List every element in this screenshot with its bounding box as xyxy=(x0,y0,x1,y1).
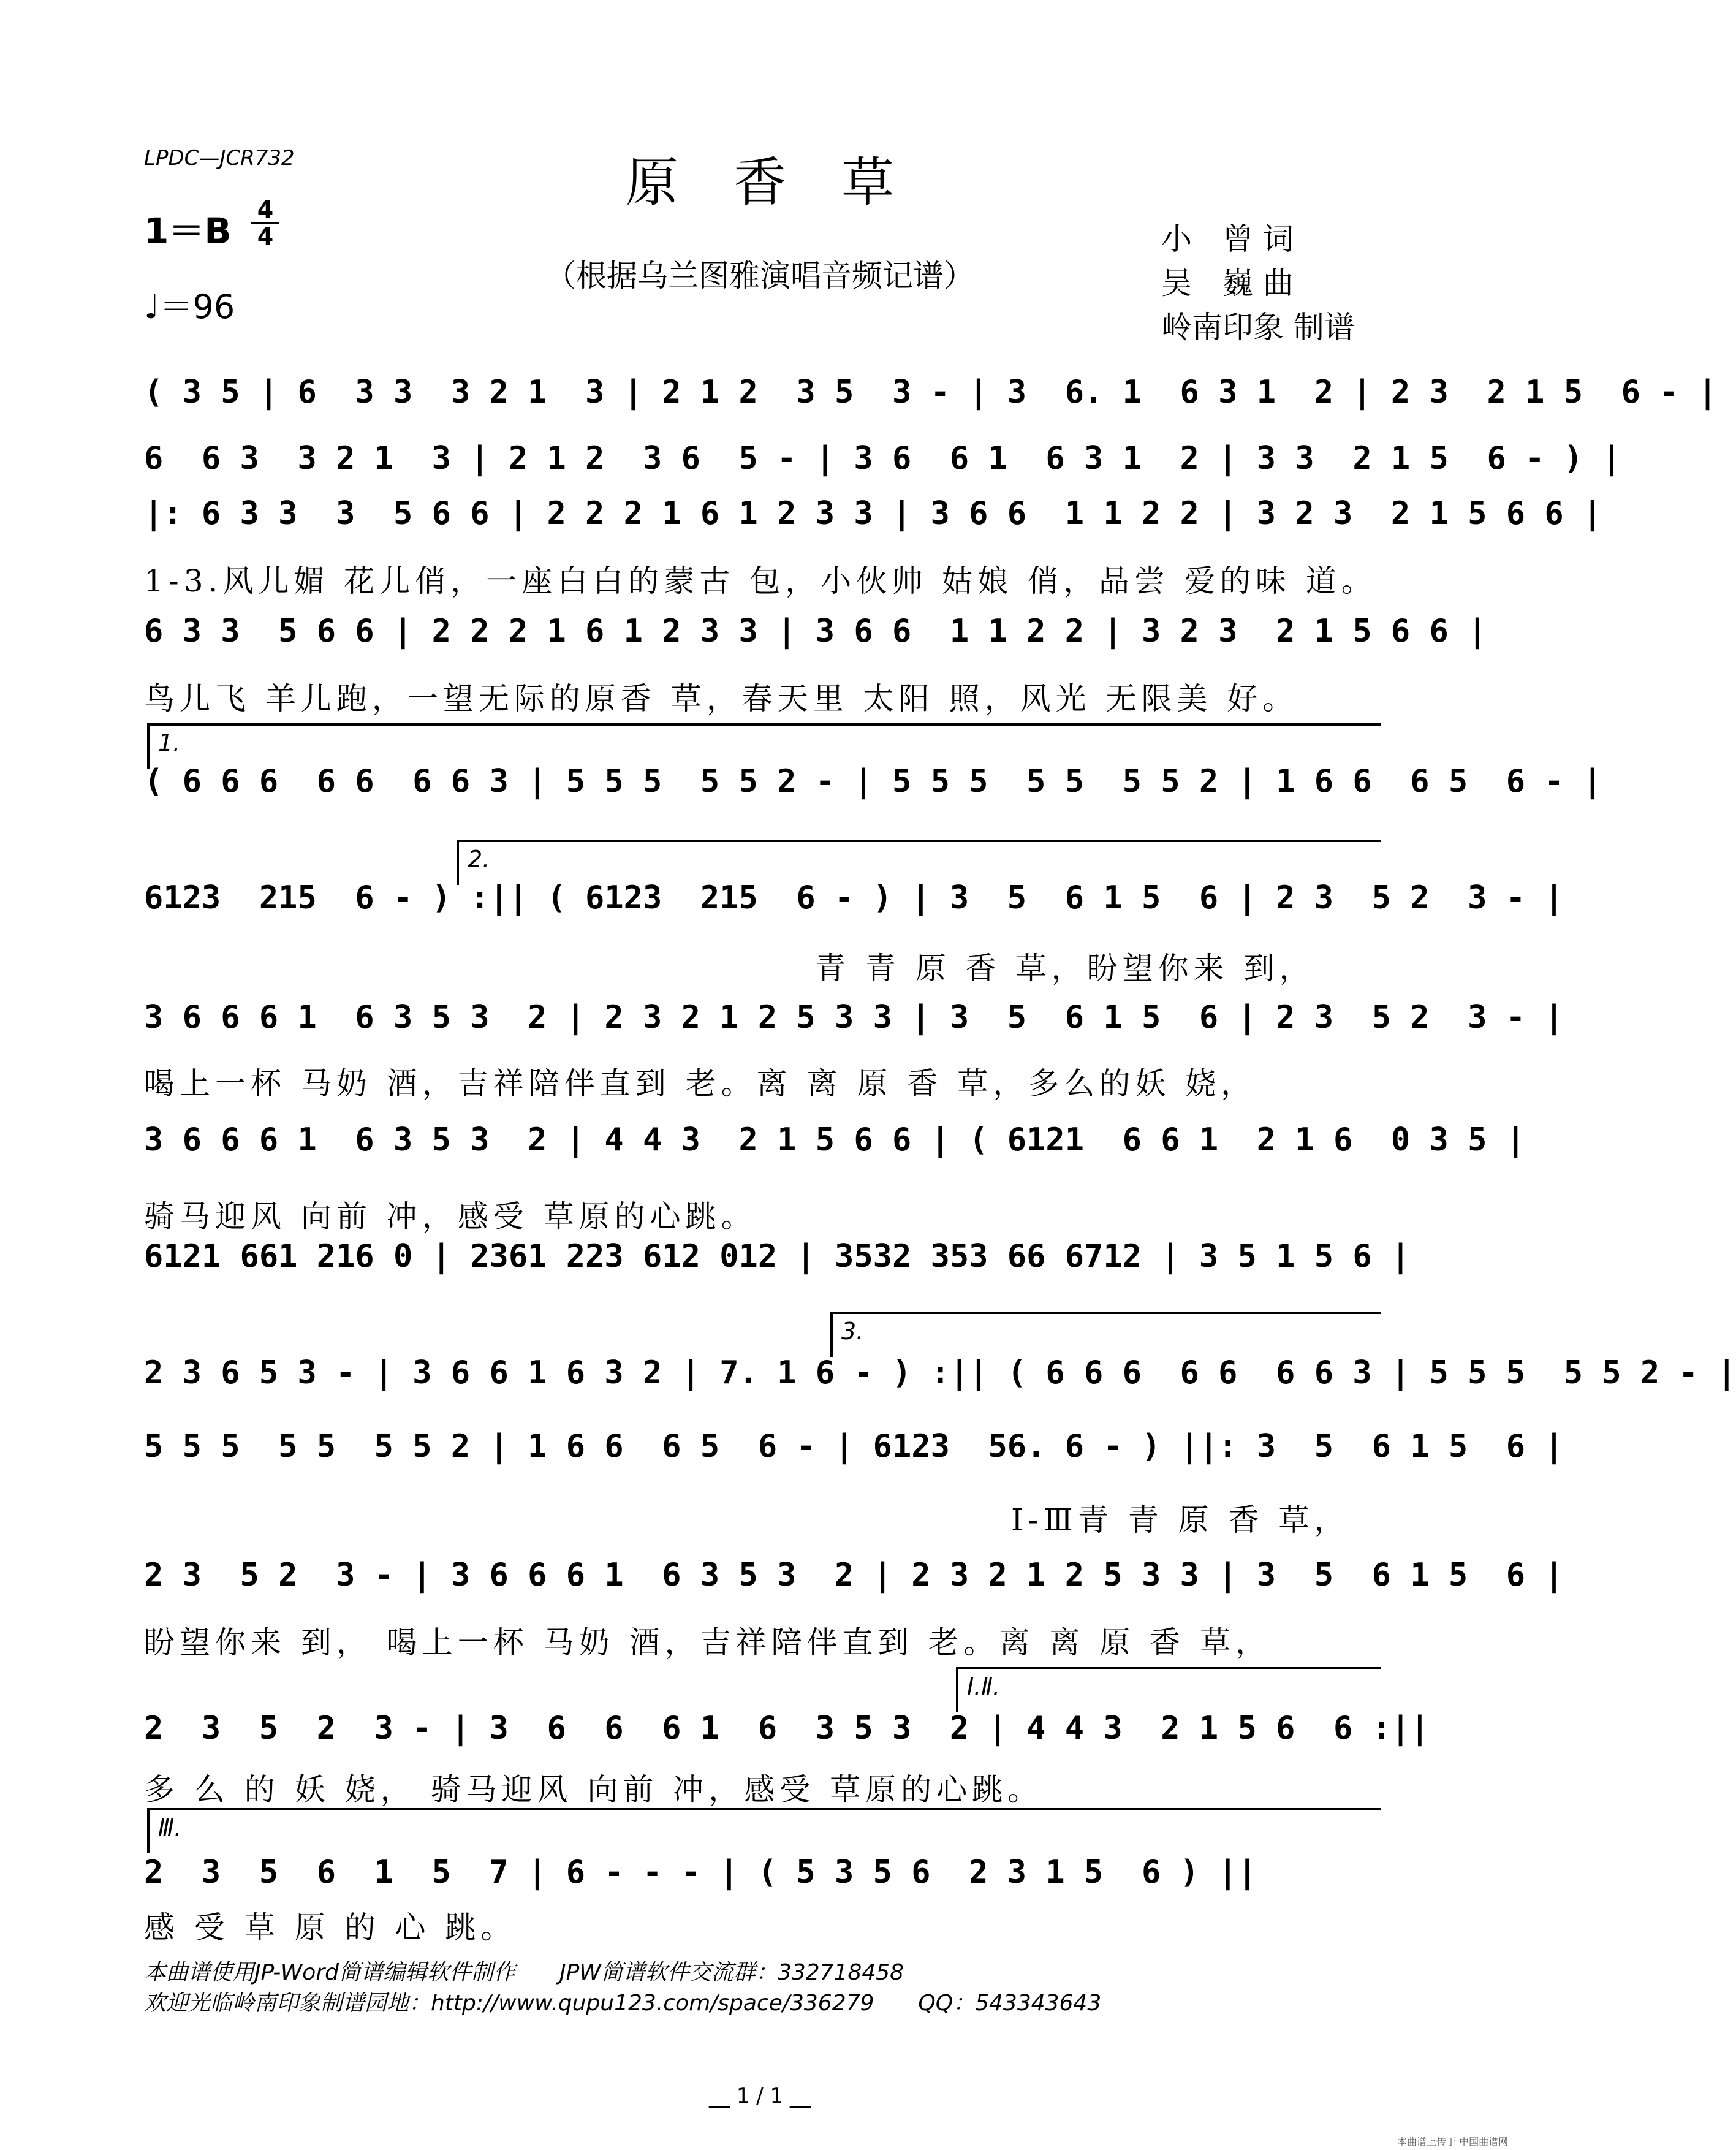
score-line: 2 3 5 2 3 - | 3 6 6 6 1 6 3 5 3 2 | 2 3 2 1 2 5 3 3 | 3 5 6 1 5 6 | xyxy=(144,1557,1564,1594)
time-signature-bottom: 4 xyxy=(251,222,279,249)
score-line: ( 3 5 | 6 3 3 3 2 1 3 | 2 1 2 3 5 3 - | 3 6. 1 6 3 1 2 | 2 3 2 1 5 6 - | xyxy=(144,374,1718,411)
lyricist-credit: 小 曾 词 xyxy=(1161,221,1294,257)
page-number: __ 1 / 1 __ xyxy=(709,2084,811,2108)
lyric-line: 鸟儿飞 羊儿跑，一望无际的原香 草，春天里 太阳 照，风光 无限美 好。 xyxy=(144,681,1298,716)
lyric-line: 多 么 的 妖 娆， 骑马迎风 向前 冲，感受 草原的心跳。 xyxy=(144,1772,1044,1807)
volta-label: 2. xyxy=(468,846,490,873)
volta-label: 1. xyxy=(158,729,181,756)
volta-label: Ⅰ.Ⅱ. xyxy=(967,1673,1001,1700)
upload-stamp: 本曲谱上传于 中国曲谱网 xyxy=(1397,2136,1509,2148)
tempo-marking xyxy=(144,281,235,328)
score-line: 2 3 6 5 3 - | 3 6 6 1 6 3 2 | 7. 1 6 - ) :|| ( 6 6 6 6 6 6 6 3 | 5 5 5 5 5 2 - | xyxy=(144,1354,1736,1391)
arranger-credit: 岭南印象 制谱 xyxy=(1161,310,1355,345)
lyric-line: Ⅰ-Ⅲ青 青 原 香 草， xyxy=(1011,1502,1350,1538)
volta-bracket xyxy=(830,1312,1381,1357)
lyric-line: 青 青 原 香 草，盼望你来 到， xyxy=(815,951,1315,986)
subtitle: （根据乌兰图雅演唱音频记谱） xyxy=(545,258,974,294)
composer-credit: 吴 巍 曲 xyxy=(1161,265,1294,301)
tempo-value: ＝96 xyxy=(159,287,235,326)
lyric-line: 喝上一杯 马奶 酒，吉祥陪伴直到 老。离 离 原 香 草，多么的妖 娆， xyxy=(144,1066,1257,1101)
volta-bracket xyxy=(956,1667,1381,1712)
score-line: 3 6 6 6 1 6 3 5 3 2 | 2 3 2 1 2 5 3 3 | 3 5 6 1 5 6 | 2 3 5 2 3 - | xyxy=(144,999,1564,1036)
key-signature: 1＝B xyxy=(144,210,232,252)
score-line: 6123 215 6 - ) :|| ( 6123 215 6 - ) | 3 5 6 1 5 6 | 2 3 5 2 3 - | xyxy=(144,879,1564,916)
page-title: 原香草 xyxy=(626,152,949,213)
score-code: LPDC—JCR732 xyxy=(144,146,295,170)
volta-bracket xyxy=(147,723,1381,769)
score-line: 3 6 6 6 1 6 3 5 3 2 | 4 4 3 2 1 5 6 6 | ( 6121 6 6 1 2 1 6 0 3 5 | xyxy=(144,1122,1526,1158)
volta-bracket xyxy=(457,840,1381,885)
score-line: 2 3 5 2 3 - | 3 6 6 6 1 6 3 5 3 2 | 4 4 3 2 1 5 6 6 :|| xyxy=(144,1710,1430,1747)
time-signature xyxy=(251,197,279,249)
score-line: 2 3 5 6 1 5 7 | 6 - - - | ( 5 3 5 6 2 3 1 5 6 ) || xyxy=(144,1854,1257,1891)
quarter-note-icon: ♩ xyxy=(144,287,160,326)
lyric-line: 盼望你来 到， 喝上一杯 马奶 酒，吉祥陪伴直到 老。离 离 原 香 草， xyxy=(144,1625,1272,1660)
score-line: 6121 661 216 0 | 2361 223 612 012 | 3532 353 66 6712 | 3 5 1 5 6 | xyxy=(144,1238,1411,1275)
lyric-line: 感 受 草 原 的 心 跳。 xyxy=(144,1910,517,1945)
footer-software-note: 本曲谱使用JP-Word简谱编辑软件制作 JPW简谱软件交流群：332718458 xyxy=(144,1960,904,1985)
footer-website-note: 欢迎光临岭南印象制谱园地：http://www.qupu123.com/space/336279 QQ：543343643 xyxy=(144,1991,1102,2016)
score-line: 6 6 3 3 2 1 3 | 2 1 2 3 6 5 - | 3 6 6 1 6 3 1 2 | 3 3 2 1 5 6 - ) | xyxy=(144,440,1621,477)
score-line: 5 5 5 5 5 5 5 2 | 1 6 6 6 5 6 - | 6123 56. 6 - ) ||: 3 5 6 1 5 6 | xyxy=(144,1428,1564,1465)
score-line: ( 6 6 6 6 6 6 6 3 | 5 5 5 5 5 2 - | 5 5 5 5 5 5 5 2 | 1 6 6 6 5 6 - | xyxy=(144,763,1602,800)
time-signature-top: 4 xyxy=(257,196,274,223)
lyric-line: 1-3.风儿媚 花儿俏，一座白白的蒙古 包，小伙帅 姑娘 俏，品尝 爱的味 道。 xyxy=(144,563,1377,599)
lyric-line: 骑马迎风 向前 冲，感受 草原的心跳。 xyxy=(144,1199,757,1234)
volta-label: 3. xyxy=(841,1318,864,1345)
score-line: |: 6 3 3 3 5 6 6 | 2 2 2 1 6 1 2 3 3 | 3 6 6 1 1 2 2 | 3 2 3 2 1 5 6 6 | xyxy=(144,495,1602,532)
volta-label: Ⅲ. xyxy=(158,1814,182,1841)
score-line: 6 3 3 5 6 6 | 2 2 2 1 6 1 2 3 3 | 3 6 6 1 1 2 2 | 3 2 3 2 1 5 6 6 | xyxy=(144,613,1487,650)
volta-bracket xyxy=(147,1808,1381,1853)
